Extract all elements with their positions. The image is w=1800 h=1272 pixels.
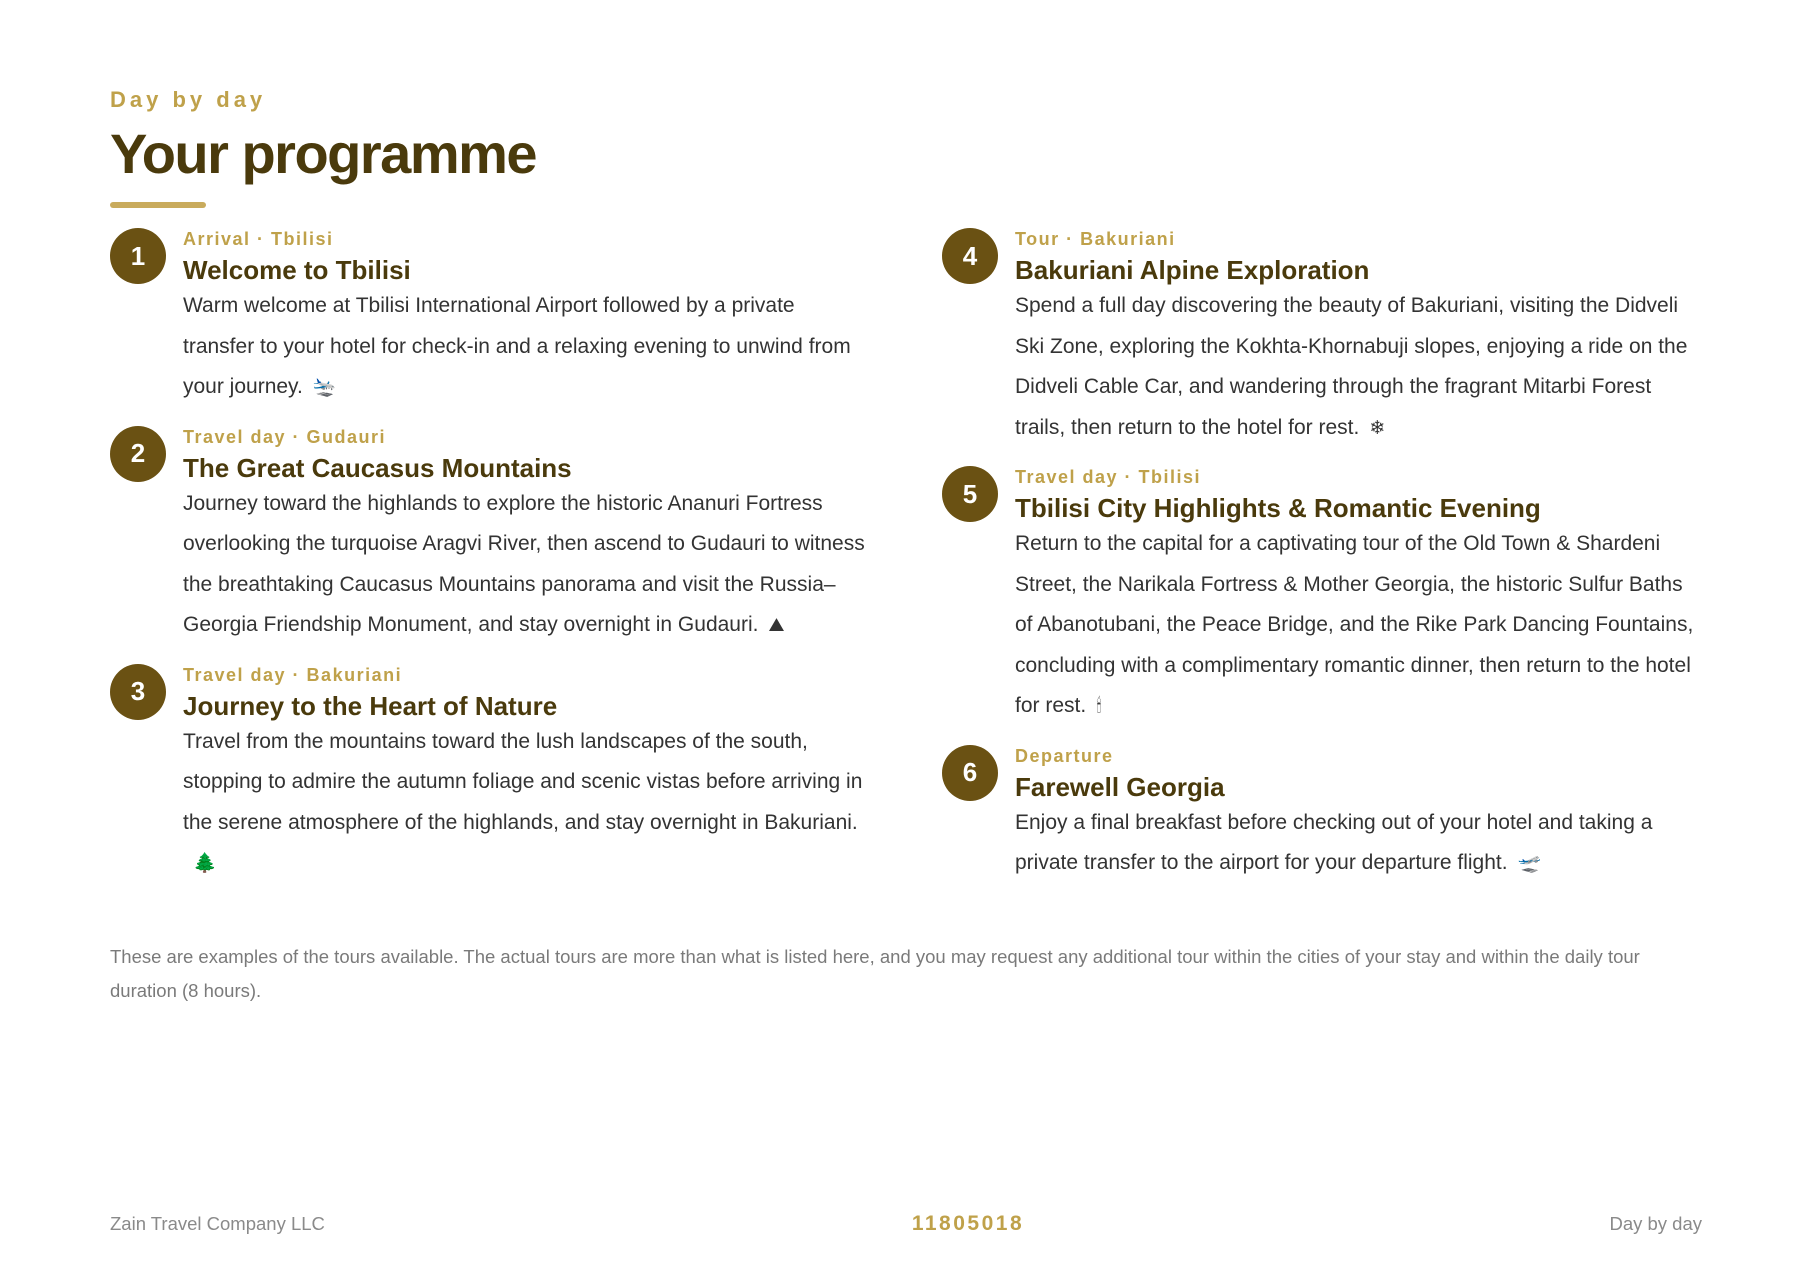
day-description: Enjoy a final breakfast before checking out of your hotel and taking a private transfer to the airport for your departure flight. 🛫: [1015, 803, 1702, 884]
day-description: Warm welcome at Tbilisi International Airport followed by a private transfer to your hotel for check-in and a relaxing evening to unwind from your journey. 🛬: [183, 286, 870, 408]
day-item-2: [110, 426, 870, 646]
programme-page: [110, 86, 1700, 874]
day-number-badge: 6: [942, 745, 998, 801]
day-title: Welcome to Tbilisi: [183, 255, 411, 285]
title-underline: [110, 202, 206, 208]
day-title: Tbilisi City Highlights & Romantic Evening: [1015, 493, 1541, 523]
day-title: Journey to the Heart of Nature: [183, 690, 558, 721]
day-kicker: Travel day · Gudauri: [183, 426, 387, 447]
day-item-4: [942, 228, 1702, 448]
footer-section-label: Day by day: [1609, 1213, 1702, 1234]
day-kicker: Travel day · Tbilisi: [1015, 467, 1202, 487]
page-title: Your programme: [110, 122, 537, 185]
mountain-icon: ⛰: [768, 614, 785, 636]
day-description: Spend a full day discovering the beauty of Bakuriani, visiting the Didveli Ski Zone, exploring the Kokhta-Khornabuji slopes, enjoying a ride on the Didveli Cable Car, and wandering through the fragrant Mitarbi Forest trails, then return to the hotel for rest. ❄: [1015, 286, 1702, 448]
evergreen-tree-icon: 🌲: [193, 852, 217, 874]
day-title: Farewell Georgia: [1015, 771, 1225, 802]
snowflake-icon: ❄: [1369, 416, 1386, 439]
day-item-1: [110, 228, 870, 408]
day-description: Travel from the mountains toward the lush landscapes of the south, stopping to admire the autumn foliage and scenic vistas before arriving in the serene atmosphere of the highlands, and stay overnight in Bakuriani.🌲: [183, 722, 870, 884]
day-number-badge: 1: [110, 228, 166, 284]
day-item-5: [942, 466, 1702, 727]
section-eyebrow: Day by day: [110, 87, 267, 112]
day-description: Return to the capital for a captivating tour of the Old Town & Shardeni Street, the Narikala Fortress & Mother Georgia, the historic Sulfur Baths of Abanotubani, the Peace Bridge, and the Rike Park Dancing Fountains, concluding with a complimentary romantic dinner, then return to the hotel for rest. 🕯: [1015, 524, 1702, 727]
day-item-6: [942, 745, 1702, 884]
day-item-3: [110, 664, 870, 884]
day-number-badge: 3: [110, 664, 166, 720]
day-kicker: Arrival · Tbilisi: [183, 229, 334, 249]
footer-company-name: Zain Travel Company LLC: [110, 1213, 325, 1234]
day-number-badge: 5: [942, 466, 998, 522]
day-kicker: Tour · Bakuriani: [1015, 229, 1176, 249]
tours-disclaimer-note: These are examples of the tours available. The actual tours are more than what is listed here, and you may request any additional tour within the cities of your stay and within the daily tour duration (8 hours).: [110, 946, 1640, 1001]
day-number-badge: 4: [942, 228, 998, 284]
day-number-badge: 2: [110, 426, 166, 482]
day-description: Journey toward the highlands to explore the historic Ananuri Fortress overlooking the turquoise Aragvi River, then ascend to Gudauri to witness the breathtaking Caucasus Mountains panorama and visit the Russia–Georgia Friendship Monument, and stay overnight in Gudauri. ⛰: [183, 484, 870, 646]
candle-icon: 🕯: [1096, 695, 1102, 717]
footer-reference-code: 11805018: [911, 1212, 1025, 1235]
itinerary-column-left: [110, 228, 870, 902]
airplane-arrival-icon: 🛬: [312, 376, 337, 398]
day-kicker: Travel day · Bakuriani: [183, 664, 403, 685]
day-title: The Great Caucasus Mountains: [183, 452, 572, 483]
airplane-departure-icon: 🛫: [1517, 852, 1542, 874]
itinerary-column-right: [942, 228, 1702, 902]
day-kicker: Departure: [1015, 745, 1114, 766]
day-title: Bakuriani Alpine Exploration: [1015, 255, 1370, 285]
